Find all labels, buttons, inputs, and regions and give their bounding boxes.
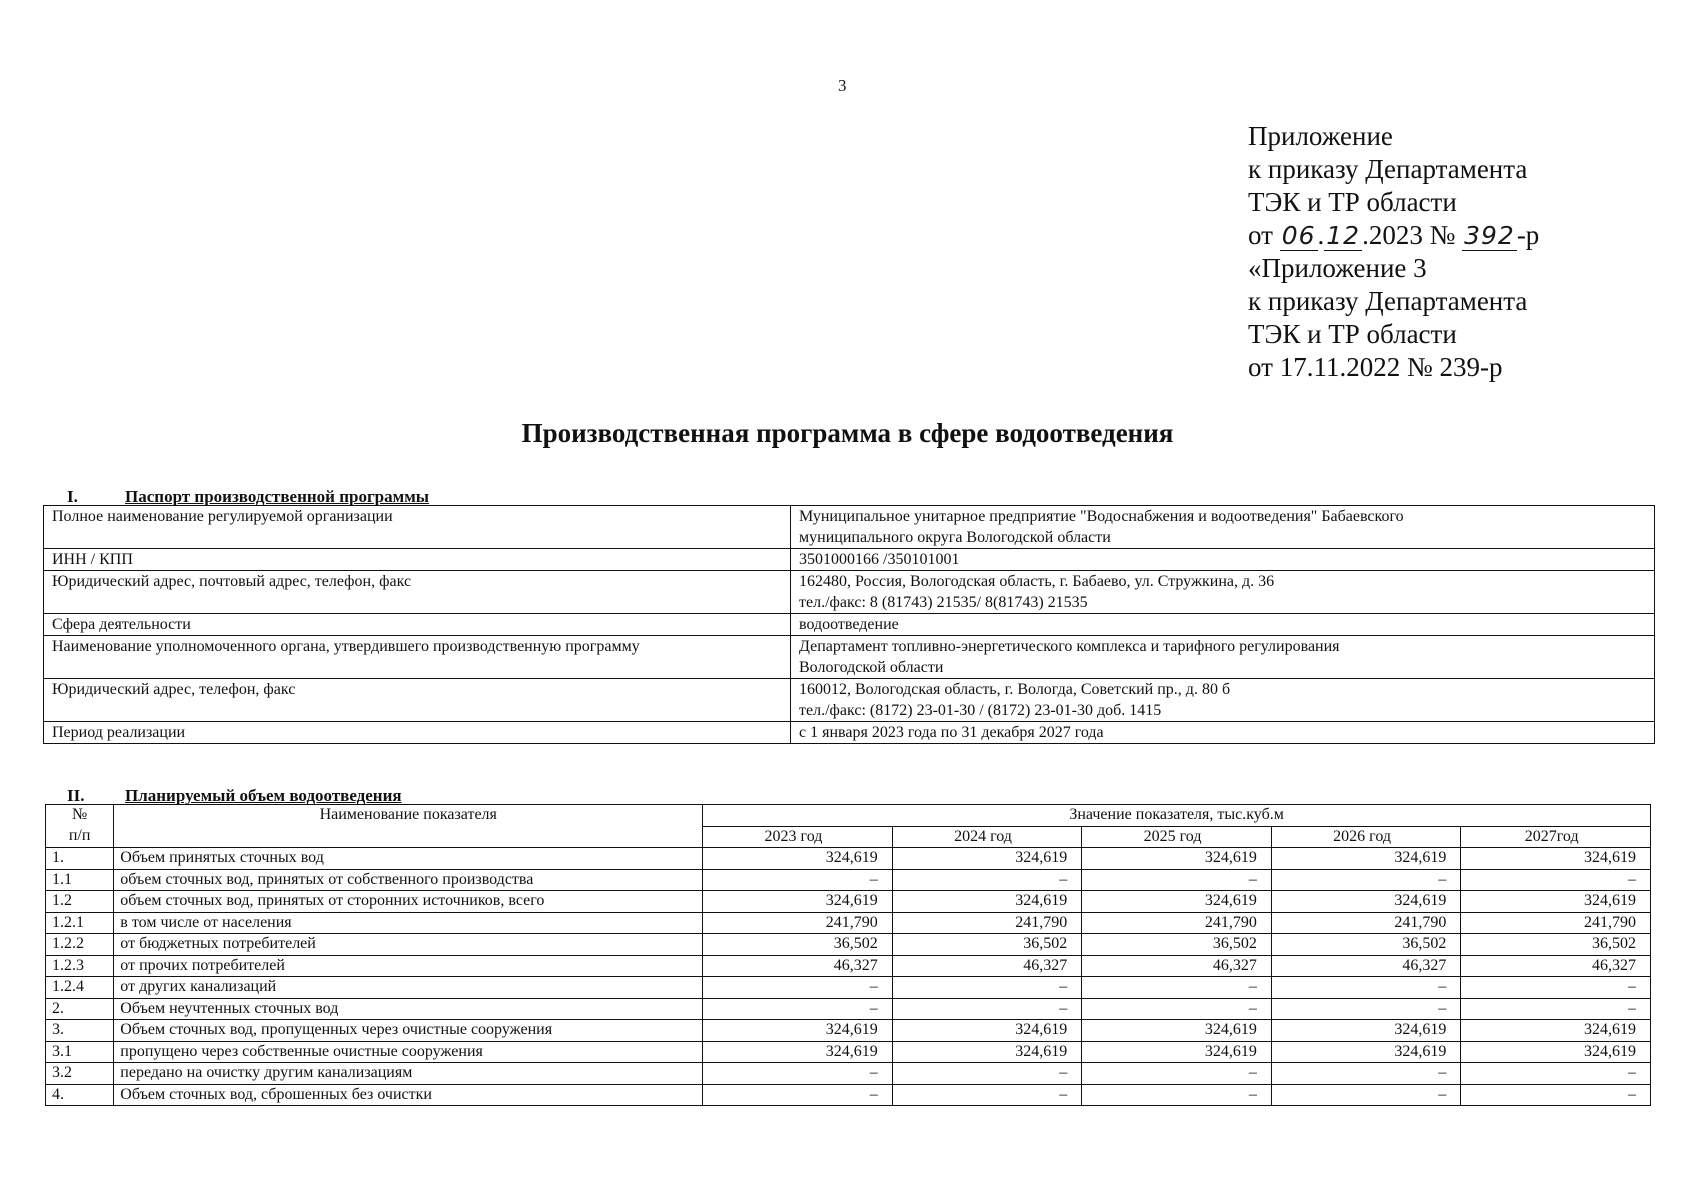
passport-value (791, 679, 1655, 722)
passport-value-line: муниципального округа Вологодской области (799, 529, 1111, 546)
row-indicator-name: пропущено через собственные очистные сооружения (114, 1041, 703, 1063)
row-value: 324,619 (703, 848, 893, 870)
row-value: 324,619 (1271, 848, 1461, 870)
header-year: 2026 год (1271, 826, 1461, 848)
passport-label: Юридический адрес, почтовый адрес, телефон, факс (44, 571, 791, 614)
row-number: 1. (46, 848, 114, 870)
row-value: 241,790 (892, 912, 1082, 934)
row-value: – (1461, 998, 1651, 1020)
section-title: Планируемый объем водоотведения (125, 786, 402, 805)
row-value: 324,619 (1271, 891, 1461, 913)
passport-value (791, 549, 1655, 571)
row-value: 241,790 (1082, 912, 1272, 934)
row-value: – (703, 977, 893, 999)
row-number: 4. (46, 1084, 114, 1106)
row-value: – (1082, 1063, 1272, 1085)
row-value: 46,327 (1461, 955, 1651, 977)
row-value: 324,619 (1461, 1041, 1651, 1063)
appendix-line: ТЭК и ТР области (1248, 187, 1457, 217)
row-indicator-name: от прочих потребителей (114, 955, 703, 977)
header-no: № п/п (46, 805, 114, 848)
section-1-heading (67, 487, 429, 507)
volume-row (46, 1020, 1651, 1042)
volume-row (46, 934, 1651, 956)
passport-value-line: водоотведение (799, 616, 899, 633)
row-indicator-name: объем сточных вод, принятых от сторонних источников, всего (114, 891, 703, 913)
row-value: – (1461, 1063, 1651, 1085)
row-number: 1.2.2 (46, 934, 114, 956)
row-number: 2. (46, 998, 114, 1020)
passport-row (44, 549, 1655, 571)
row-value: – (1461, 869, 1651, 891)
passport-label: Период реализации (44, 722, 791, 744)
passport-value-line: тел./факс: 8 (81743) 21535/ 8(81743) 21535 (799, 594, 1088, 611)
row-value: 324,619 (1461, 1020, 1651, 1042)
appendix-line: к приказу Департамента (1248, 154, 1528, 184)
row-indicator-name: в том числе от населения (114, 912, 703, 934)
appendix-line: «Приложение 3 (1248, 253, 1427, 283)
row-value: 36,502 (1461, 934, 1651, 956)
volume-row (46, 848, 1651, 870)
row-value: – (1271, 977, 1461, 999)
row-value: – (703, 998, 893, 1020)
passport-value (791, 571, 1655, 614)
passport-value (791, 614, 1655, 636)
section-number: II. (67, 786, 85, 805)
row-value: 324,619 (892, 1041, 1082, 1063)
passport-value-line: 3501000166 /350101001 (799, 551, 960, 568)
row-indicator-name: от бюджетных потребителей (114, 934, 703, 956)
passport-value-line: 160012, Вологодская область, г. Вологда, Советский пр., д. 80 б (799, 681, 1231, 698)
order-prefix: от (1248, 220, 1273, 250)
passport-value-line: 162480, Россия, Вологодская область, г. Бабаево, ул. Стружкина, д. 36 (799, 573, 1275, 590)
row-value: 36,502 (703, 934, 893, 956)
row-number: 3. (46, 1020, 114, 1042)
order-dot: . (1317, 220, 1325, 250)
passport-label: Сфера деятельности (44, 614, 791, 636)
appendix-line: от 17.11.2022 № 239-р (1248, 352, 1503, 382)
row-value: – (1082, 1084, 1272, 1106)
page-number: 3 (838, 76, 847, 95)
row-value: – (1461, 977, 1651, 999)
row-value: 36,502 (1082, 934, 1272, 956)
handwritten-month: 12 (1326, 221, 1361, 250)
row-value: 324,619 (1082, 891, 1272, 913)
row-value: 324,619 (1461, 891, 1651, 913)
row-number: 1.2.3 (46, 955, 114, 977)
row-value: 46,327 (1271, 955, 1461, 977)
passport-row (44, 679, 1655, 722)
row-value: 324,619 (1082, 1020, 1272, 1042)
row-indicator-name: передано на очистку другим канализациям (114, 1063, 703, 1085)
header-indicator-values: Значение показателя, тыс.куб.м (703, 805, 1651, 827)
row-value: – (1271, 1063, 1461, 1085)
header-year: 2027год (1461, 826, 1651, 848)
row-value: 46,327 (892, 955, 1082, 977)
row-indicator-name: Объем неучтенных сточных вод (114, 998, 703, 1020)
row-value: 36,502 (1271, 934, 1461, 956)
document-title: Производственная программа в сфере водоотведения (521, 418, 1174, 448)
row-value: – (703, 1063, 893, 1085)
row-value: 324,619 (703, 1020, 893, 1042)
row-indicator-name: Объем сточных вод, сброшенных без очистки (114, 1084, 703, 1106)
row-number: 3.1 (46, 1041, 114, 1063)
section-2-heading (67, 786, 402, 806)
header-year: 2023 год (703, 826, 893, 848)
row-indicator-name: объем сточных вод, принятых от собственного производства (114, 869, 703, 891)
row-value: – (892, 869, 1082, 891)
row-value: – (1271, 869, 1461, 891)
row-value: – (892, 977, 1082, 999)
appendix-order-line (1248, 219, 1539, 252)
volume-row (46, 1084, 1651, 1106)
row-number: 1.2.1 (46, 912, 114, 934)
row-value: 241,790 (1271, 912, 1461, 934)
row-value: – (703, 1084, 893, 1106)
row-number: 1.1 (46, 869, 114, 891)
appendix-line: Приложение (1248, 121, 1393, 151)
row-value: 324,619 (892, 848, 1082, 870)
volume-row (46, 912, 1651, 934)
row-value: 36,502 (892, 934, 1082, 956)
volume-table (45, 804, 1651, 1106)
row-value: 46,327 (1082, 955, 1272, 977)
passport-value-line: Муниципальное унитарное предприятие "Водоснабжения и водоотведения" Бабаевского (799, 508, 1404, 525)
passport-label: Наименование уполномоченного органа, утвердившего производственную программу (44, 636, 791, 679)
handwritten-day: 06 (1281, 221, 1316, 250)
passport-row (44, 722, 1655, 744)
volume-row (46, 869, 1651, 891)
passport-value-line: тел./факс: (8172) 23-01-30 / (8172) 23-01-30 доб. 1415 (799, 702, 1162, 719)
passport-table (43, 505, 1655, 744)
row-indicator-name: Объем принятых сточных вод (114, 848, 703, 870)
header-year: 2024 год (892, 826, 1082, 848)
row-value: 324,619 (703, 891, 893, 913)
passport-row (44, 636, 1655, 679)
row-value: – (1082, 998, 1272, 1020)
row-indicator-name: от других канализаций (114, 977, 703, 999)
row-value: 324,619 (1271, 1020, 1461, 1042)
row-value: 324,619 (892, 891, 1082, 913)
passport-value-line: Департамент топливно-энергетического комплекса и тарифного регулирования (799, 638, 1340, 655)
row-value: – (1082, 869, 1272, 891)
section-title: Паспорт производственной программы (125, 487, 430, 506)
volume-row (46, 891, 1651, 913)
row-value: – (1082, 977, 1272, 999)
passport-label: Полное наименование регулируемой организации (44, 506, 791, 549)
volume-row (46, 1063, 1651, 1085)
passport-value-line: с 1 января 2023 года по 31 декабря 2027 года (799, 724, 1104, 741)
volume-row (46, 955, 1651, 977)
row-value: 324,619 (1082, 1041, 1272, 1063)
volume-row (46, 998, 1651, 1020)
section-number: I. (67, 487, 78, 506)
row-value: 241,790 (1461, 912, 1651, 934)
passport-value (791, 722, 1655, 744)
order-year: .2023 № (1362, 220, 1456, 250)
row-indicator-name: Объем сточных вод, пропущенных через очистные сооружения (114, 1020, 703, 1042)
volume-row (46, 977, 1651, 999)
passport-label: ИНН / КПП (44, 549, 791, 571)
row-value: 324,619 (703, 1041, 893, 1063)
appendix-line: к приказу Департамента (1248, 286, 1528, 316)
row-value: 324,619 (892, 1020, 1082, 1042)
volume-row (46, 1041, 1651, 1063)
appendix-block (1248, 120, 1539, 384)
row-value: – (892, 1063, 1082, 1085)
row-number: 3.2 (46, 1063, 114, 1085)
row-value: – (1461, 1084, 1651, 1106)
appendix-line: ТЭК и ТР области (1248, 319, 1457, 349)
passport-row (44, 506, 1655, 549)
row-value: – (1271, 1084, 1461, 1106)
row-value: – (703, 869, 893, 891)
row-value: 241,790 (703, 912, 893, 934)
passport-label: Юридический адрес, телефон, факс (44, 679, 791, 722)
row-value: – (1271, 998, 1461, 1020)
passport-value (791, 506, 1655, 549)
passport-value (791, 636, 1655, 679)
passport-row (44, 571, 1655, 614)
row-value: – (892, 1084, 1082, 1106)
passport-row (44, 614, 1655, 636)
passport-value-line: Вологодской области (799, 659, 944, 676)
header-indicator-name: Наименование показателя (114, 805, 703, 848)
row-value: 324,619 (1271, 1041, 1461, 1063)
row-value: 324,619 (1461, 848, 1651, 870)
row-number: 1.2 (46, 891, 114, 913)
row-value: – (892, 998, 1082, 1020)
row-value: 324,619 (1082, 848, 1272, 870)
row-number: 1.2.4 (46, 977, 114, 999)
row-value: 46,327 (703, 955, 893, 977)
header-year: 2025 год (1082, 826, 1272, 848)
order-suffix: -р (1516, 220, 1540, 250)
handwritten-number: 392 (1464, 221, 1515, 250)
